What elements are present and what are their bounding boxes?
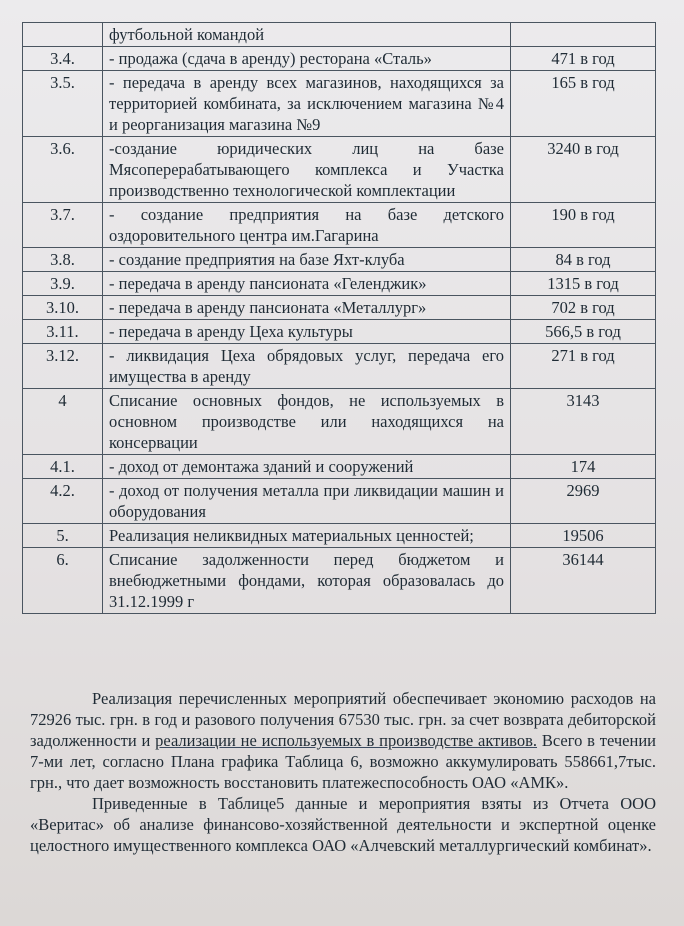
row-description: Реализация неликвидных материальных ценностей;: [103, 524, 511, 548]
table-row: [23, 248, 656, 272]
table-body: [23, 23, 656, 614]
row-number: 5.: [23, 524, 103, 548]
row-value: 174: [511, 455, 656, 479]
row-number: 3.4.: [23, 47, 103, 71]
row-value: 566,5 в год: [511, 320, 656, 344]
table-row: [23, 389, 656, 455]
row-description: - продажа (сдача в аренду) ресторана «Сталь»: [103, 47, 511, 71]
paragraph-1: [30, 688, 656, 793]
row-description: -создание юридических лиц на базе Мясоперерабатывающего комплекса и Участка производственно технологической комплектации: [103, 137, 511, 203]
table-row: [23, 320, 656, 344]
row-number: 3.9.: [23, 272, 103, 296]
row-description: Списание основных фондов, не используемых в основном производстве или находящихся на консервации: [103, 389, 511, 455]
row-number: 3.5.: [23, 71, 103, 137]
row-number: [23, 23, 103, 47]
row-description: футбольной командой: [103, 23, 511, 47]
row-value: 165 в год: [511, 71, 656, 137]
table-row: [23, 71, 656, 137]
row-description: - создание предприятия на базе Яхт-клуба: [103, 248, 511, 272]
table-row: [23, 524, 656, 548]
row-value: 1315 в год: [511, 272, 656, 296]
table-row: [23, 23, 656, 47]
row-value: 471 в год: [511, 47, 656, 71]
table-row: [23, 272, 656, 296]
row-value: 190 в год: [511, 203, 656, 248]
row-value: 84 в год: [511, 248, 656, 272]
row-description: - передача в аренду Цеха культуры: [103, 320, 511, 344]
row-number: 3.11.: [23, 320, 103, 344]
row-number: 3.12.: [23, 344, 103, 389]
row-description: Списание задолженности перед бюджетом и внебюджетными фондами, которая образовалась до 31.12.1999 г: [103, 548, 511, 614]
table-row: [23, 455, 656, 479]
row-value: [511, 23, 656, 47]
row-number: 6.: [23, 548, 103, 614]
table-row: [23, 137, 656, 203]
table-row: [23, 548, 656, 614]
row-number: 3.7.: [23, 203, 103, 248]
row-description: - передача в аренду пансионата «Геленджик»: [103, 272, 511, 296]
measures-table: [22, 22, 656, 614]
paragraph-2: Приведенные в Таблице5 данные и мероприятия взяты из Отчета ООО «Веритас» об анализе финансово-хозяйственной деятельности и экспертной оценке целостного имущественного комплекса ОАО «Алчевский металлургический комбинат».: [30, 794, 656, 855]
row-value: 271 в год: [511, 344, 656, 389]
table-row: [23, 203, 656, 248]
row-description: - создание предприятия на базе детского оздоровительного центра им.Гагарина: [103, 203, 511, 248]
table-row: [23, 344, 656, 389]
row-number: 3.10.: [23, 296, 103, 320]
row-value: 2969: [511, 479, 656, 524]
row-value: 3143: [511, 389, 656, 455]
row-value: 702 в год: [511, 296, 656, 320]
row-description: - передача в аренду пансионата «Металлург»: [103, 296, 511, 320]
row-value: 19506: [511, 524, 656, 548]
row-number: 4.1.: [23, 455, 103, 479]
row-number: 4.2.: [23, 479, 103, 524]
row-description: - доход от демонтажа зданий и сооружений: [103, 455, 511, 479]
row-description: - передача в аренду всех магазинов, находящихся за территорией комбината, за исключением магазина №4 и реорганизация магазина №9: [103, 71, 511, 137]
row-description: - ликвидация Цеха обрядовых услуг, передача его имущества в аренду: [103, 344, 511, 389]
row-number: 3.8.: [23, 248, 103, 272]
table-row: [23, 47, 656, 71]
body-text: [30, 688, 656, 856]
row-value: 3240 в год: [511, 137, 656, 203]
paragraph-1-end: Всего в течении 7-ми лет, согласно Плана графика Таблица 6, возможно аккумулировать 558661,7тыс. грн., что дает возможность восстановить платежеспособность ОАО «АМК».: [30, 731, 656, 792]
table-row: [23, 479, 656, 524]
row-description: - доход от получения металла при ликвидации машин и оборудования: [103, 479, 511, 524]
table-row: [23, 296, 656, 320]
row-value: 36144: [511, 548, 656, 614]
row-number: 3.6.: [23, 137, 103, 203]
row-number: 4: [23, 389, 103, 455]
paragraph-1-start: Реализация перечисленных мероприятий обеспечивает экономию расходов на 72926 тыс. грн. в год и разового получения 67530 тыс. грн. за счет возврата дебиторской задолженности и: [30, 689, 656, 750]
underlined-phrase: реализации не используемых в производстве активов.: [155, 731, 538, 750]
